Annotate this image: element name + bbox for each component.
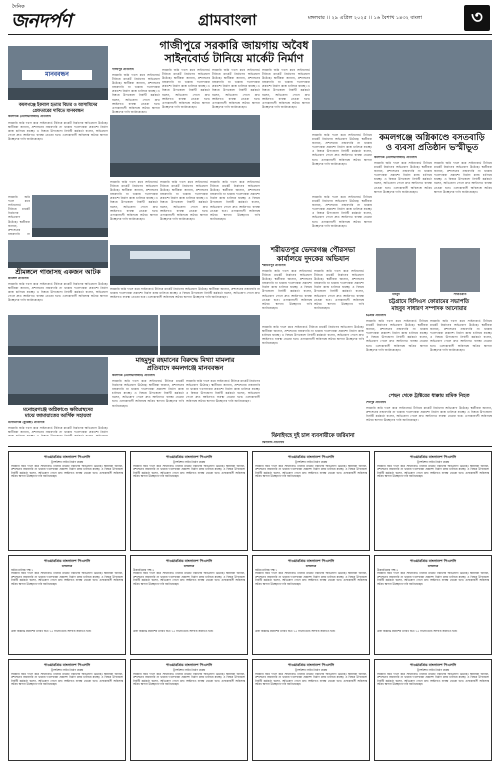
- notice-4-body: সরকারি জমি দখল করে সাইনবোর্ড টানিয়ে মার্কেট নির্মাণের অভিযোগ উঠেছে। স্থানীয়রা জানান, প্রশাসনের নজরদারি না থাকায় দখলদাররা প্রকাশ্যে নির্মাণ কাজ চালিয়ে যাচ্ছে। এ বিষয়ে উপজেলা নির্বাহী কর্মকর্তা বলেন, অভিযোগ পেলে দ্রুত আইনগত ব্যবস্থা নেওয়া হবে। এলাকাবাসী অবিলম্বে অবৈধ স্থাপনা উচ্ছেদের দাবি জানিয়েছেন।: [377, 464, 489, 478]
- notice-7-body: সরকারি জমি দখল করে সাইনবোর্ড টানিয়ে মার্কেট নির্মাণের অভিযোগ উঠেছে। স্থানীয়রা জানান, প্রশাসনের নজরদারি না থাকায় দখলদাররা প্রকাশ্যে নির্মাণ কাজ চালিয়ে যাচ্ছে। এ বিষয়ে উপজেলা নির্বাহী কর্মকর্তা বলেন, অভিযোগ পেলে দ্রুত আইনগত ব্যবস্থা নেওয়া হবে। এলাকাবাসী অবিলম্বে অবৈধ স্থাপনা উচ্ছেদের দাবি জানিয়েছেন।: [255, 572, 367, 586]
- candidate-right-name: সাখাওয়াত: [453, 293, 467, 296]
- notice-8: [374, 555, 492, 655]
- notice-9-subtitle: ট্রান্সমিশন লাইন নির্মাণ প্রকল্প: [51, 668, 83, 672]
- fire-side-body: সরকারি জমি দখল করে সাইনবোর্ড টানিয়ে মার্কেট নির্মাণের অভিযোগ উঠেছে। স্থানীয়রা জানান, প্রশাসনের নজরদারি না থাকায় দখলদাররা প্রকাশ্যে নির্মাণ কাজ চালিয়ে যাচ্ছে। এ বিষয়ে উপজেলা নির্বাহী কর্মকর্তা বলেন, অভিযোগ পেলে দ্রুত আইনগত ব্যবস্থা নেওয়া হবে। এলাকাবাসী অবিলম্বে অবৈধ স্থাপনা উচ্ছেদের দাবি জানিয়েছেন।: [312, 133, 372, 166]
- notice-2: [130, 451, 248, 551]
- mahmudur-photo-2: [160, 315, 260, 355]
- shariatpur-body-1: সরকারি জমি দখল করে সাইনবোর্ড টানিয়ে মার্কেট নির্মাণের অভিযোগ উঠেছে। স্থানীয়রা জানান, প্রশাসনের নজরদারি না থাকায় দখলদাররা প্রকাশ্যে নির্মাণ কাজ চালিয়ে যাচ্ছে। এ বিষয়ে উপজেলা নির্বাহী কর্মকর্তা বলেন, অভিযোগ পেলে দ্রুত আইনগত ব্যবস্থা নেওয়া হবে। এলাকাবাসী অবিলম্বে অবৈধ স্থাপনা উচ্ছেদের দাবি জানিয়েছেন।: [262, 269, 312, 310]
- shariatpur-body-3: সরকারি জমি দখল করে সাইনবোর্ড টানিয়ে মার্কেট নির্মাণের অভিযোগ উঠেছে। স্থানীয়রা জানান, প্রশাসনের নজরদারি না থাকায় দখলদাররা প্রকাশ্যে নির্মাণ কাজ চালিয়ে যাচ্ছে। এ বিষয়ে উপজেলা নির্বাহী কর্মকর্তা বলেন, অভিযোগ পেলে দ্রুত আইনগত ব্যবস্থা নেওয়া হবে। এলাকাবাসী অবিলম্বে অবৈধ স্থাপনা উচ্ছেদের দাবি জানিয়েছেন।: [262, 325, 364, 346]
- notice-7-party-a: জমির মালিক পক্ষ ১: [255, 567, 278, 572]
- newspaper-logo: জনদর্পণ: [11, 10, 72, 32]
- notice-1-body: সরকারি জমি দখল করে সাইনবোর্ড টানিয়ে মার্কেট নির্মাণের অভিযোগ উঠেছে। স্থানীয়রা জানান, প্রশাসনের নজরদারি না থাকায় দখলদাররা প্রকাশ্যে নির্মাণ কাজ চালিয়ে যাচ্ছে। এ বিষয়ে উপজেলা নির্বাহী কর্মকর্তা বলেন, অভিযোগ পেলে দ্রুত আইনগত ব্যবস্থা নেওয়া হবে। এলাকাবাসী অবিলম্বে অবৈধ স্থাপনা উচ্ছেদের দাবি জানিয়েছেন।: [11, 464, 123, 478]
- notice-5-footer: উক্ত বিজ্ঞপ্তি প্রকাশের তারিখ হতে ১৫ দিনের মধ্যে আপত্তি জানাতে হবে।: [11, 630, 92, 633]
- notice-12: [374, 659, 492, 761]
- notice-4: [374, 451, 492, 551]
- notice-6-body: সরকারি জমি দখল করে সাইনবোর্ড টানিয়ে মার্কেট নির্মাণের অভিযোগ উঠেছে। স্থানীয়রা জানান, প্রশাসনের নজরদারি না থাকায় দখলদাররা প্রকাশ্যে নির্মাণ কাজ চালিয়ে যাচ্ছে। এ বিষয়ে উপজেলা নির্বাহী কর্মকর্তা বলেন, অভিযোগ পেলে দ্রুত আইনগত ব্যবস্থা নেওয়া হবে। এলাকাবাসী অবিলম্বে অবৈধ স্থাপনা উচ্ছেদের দাবি জানিয়েছেন।: [133, 572, 245, 586]
- notice-6: [130, 555, 248, 655]
- fire-victims-headline: মনোহরগঞ্জে অগ্নিকাণ্ডে ক্ষতিগ্রস্থদের মাঝে জামায়াতের আর্থিক সহায়তা: [23, 407, 93, 420]
- lead-photo: [110, 115, 260, 177]
- sreemangal-body: সরকারি জমি দখল করে সাইনবোর্ড টানিয়ে মার্কেট নির্মাণের অভিযোগ উঠেছে। স্থানীয়রা জানান, প্রশাসনের নজরদারি না থাকায় দখলদাররা প্রকাশ্যে নির্মাণ কাজ চালিয়ে যাচ্ছে। এ বিষয়ে উপজেলা নির্বাহী কর্মকর্তা বলেন, অভিযোগ পেলে দ্রুত আইনগত ব্যবস্থা নেওয়া হবে। এলাকাবাসী অবিলম্বে অবৈধ স্থাপনা উচ্ছেদের দাবি জানিয়েছেন।: [8, 282, 108, 303]
- shariatpur-photo-banner: [130, 251, 190, 259]
- kamalganj-headline: কমলগঞ্জে ইকবাল হত্যার বিচার ও আসামিদের গ্রেফতারের দাবিতে মানববন্ধন: [18, 103, 98, 114]
- notice-2-title: পাওয়ারগ্রিড বাংলাদেশ পিএলসি: [165, 455, 213, 459]
- sreemangal-headline: শ্রীমঙ্গলে গাজাসহ একজন আটক: [15, 268, 101, 276]
- candidate-left-photo: [376, 248, 416, 292]
- fire-byline: কমলগঞ্জ (মৌলভীবাজার) প্রতিনিধি: [374, 156, 417, 159]
- notice-3-body: সরকারি জমি দখল করে সাইনবোর্ড টানিয়ে মার্কেট নির্মাণের অভিযোগ উঠেছে। স্থানীয়রা জানান, প্রশাসনের নজরদারি না থাকায় দখলদাররা প্রকাশ্যে নির্মাণ কাজ চালিয়ে যাচ্ছে। এ বিষয়ে উপজেলা নির্বাহী কর্মকর্তা বলেন, অভিযোগ পেলে দ্রুত আইনগত ব্যবস্থা নেওয়া হবে। এলাকাবাসী অবিলম্বে অবৈধ স্থাপনা উচ্ছেদের দাবি জানিয়েছেন।: [255, 464, 367, 478]
- sreemangal-byline: শ্রীমঙ্গল প্রতিনিধি: [8, 277, 29, 280]
- lead-body-1: সরকারি জমি দখল করে সাইনবোর্ড টানিয়ে মার্কেট নির্মাণের অভিযোগ উঠেছে। স্থানীয়রা জানান, প্রশাসনের নজরদারি না থাকায় দখলদাররা প্রকাশ্যে নির্মাণ কাজ চালিয়ে যাচ্ছে। এ বিষয়ে উপজেলা নির্বাহী কর্মকর্তা বলেন, অভিযোগ পেলে দ্রুত আইনগত ব্যবস্থা নেওয়া হবে। এলাকাবাসী অবিলম্বে অবৈধ স্থাপনা উচ্ছেদের দাবি জানিয়েছেন।: [112, 73, 160, 113]
- fire-headline: কমলগঞ্জে অগ্নিকাণ্ডে বসতবাড়ি ও ব্যবসা প্রতিষ্ঠান ভস্মীভূত: [379, 133, 485, 153]
- lead-body-2: সরকারি জমি দখল করে সাইনবোর্ড টানিয়ে মার্কেট নির্মাণের অভিযোগ উঠেছে। স্থানীয়রা জানান, প্রশাসনের নজরদারি না থাকায় দখলদাররা প্রকাশ্যে নির্মাণ কাজ চালিয়ে যাচ্ছে। এ বিষয়ে উপজেলা নির্বাহী কর্মকর্তা বলেন, অভিযোগ পেলে দ্রুত আইনগত ব্যবস্থা নেওয়া হবে। এলাকাবাসী অবিলম্বে অবৈধ স্থাপনা উচ্ছেদের দাবি জানিয়েছেন।: [162, 68, 210, 109]
- issue-date: মঙ্গলবার ।। ২৯ এপ্রিল ২০২৫ ।। ১৬ বৈশাখ ১৪৩২ বাংলা: [308, 15, 422, 21]
- notice-5-title: পাওয়ারগ্রিড বাংলাদেশ পিএলসি: [43, 559, 91, 563]
- shariatpur-byline: শরীয়তপুর প্রতিনিধি: [262, 264, 286, 267]
- notice-1-title: পাওয়ারগ্রিড বাংলাদেশ পিএলসি: [43, 455, 91, 459]
- fire-body-2: সরকারি জমি দখল করে সাইনবোর্ড টানিয়ে মার্কেট নির্মাণের অভিযোগ উঠেছে। স্থানীয়রা জানান, প্রশাসনের নজরদারি না থাকায় দখলদাররা প্রকাশ্যে নির্মাণ কাজ চালিয়ে যাচ্ছে। এ বিষয়ে উপজেলা নির্বাহী কর্মকর্তা বলেন, অভিযোগ পেলে দ্রুত আইনগত ব্যবস্থা নেওয়া হবে। এলাকাবাসী অবিলম্বে অবৈধ স্থাপনা উচ্ছেদের দাবি জানিয়েছেন।: [434, 161, 492, 194]
- mahmudur-headline: মাহমুদুর রহমানের বিরুদ্ধে মিথ্যা মামলার প্রতিবাদে কমলগঞ্জে মানববন্ধন: [135, 357, 235, 372]
- notice-8-body: সরকারি জমি দখল করে সাইনবোর্ড টানিয়ে মার্কেট নির্মাণের অভিযোগ উঠেছে। স্থানীয়রা জানান, প্রশাসনের নজরদারি না থাকায় দখলদাররা প্রকাশ্যে নির্মাণ কাজ চালিয়ে যাচ্ছে। এ বিষয়ে উপজেলা নির্বাহী কর্মকর্তা বলেন, অভিযোগ পেলে দ্রুত আইনগত ব্যবস্থা নেওয়া হবে। এলাকাবাসী অবিলম্বে অবৈধ স্থাপনা উচ্ছেদের দাবি জানিয়েছেন।: [377, 572, 489, 586]
- lead-body-5: সরকারি জমি দখল করে সাইনবোর্ড টানিয়ে মার্কেট নির্মাণের অভিযোগ উঠেছে। স্থানীয়রা জানান, প্রশাসনের নজরদারি না থাকায় দখলদাররা প্রকাশ্যে নির্মাণ কাজ চালিয়ে যাচ্ছে। এ বিষয়ে উপজেলা নির্বাহী কর্মকর্তা বলেন, অভিযোগ পেলে দ্রুত আইনগত ব্যবস্থা নেওয়া হবে। এলাকাবাসী অবিলম্বে অবৈধ স্থাপনা উচ্ছেদের দাবি জানিয়েছেন।: [160, 180, 208, 221]
- notice-6-heading: হলফনামা: [183, 564, 195, 568]
- notice-2-subtitle: ট্রান্সমিশন লাইন নির্মাণ প্রকল্প: [173, 460, 205, 464]
- notice-3: [252, 451, 370, 551]
- kamalganj-byline: কমলগঞ্জ (মৌলভীবাজার) প্রতিনিধি: [8, 115, 51, 118]
- notice-4-subtitle: ট্রান্সমিশন লাইন নির্মাণ প্রকল্প: [417, 460, 449, 464]
- fire-victims-photo: [8, 357, 108, 405]
- notice-10-title: পাওয়ারগ্রিড বাংলাদেশ পিএলসি: [165, 663, 213, 667]
- sherpur-byline: শেরপুর প্রতিনিধি: [366, 401, 386, 404]
- notice-11-title: পাওয়ারগ্রিড বাংলাদেশ পিএলসি: [287, 663, 335, 667]
- notice-1: [8, 451, 126, 551]
- lead-headline: গাজীপুরে সরকারি জায়গায় অবৈধ সাইনবোর্ড টানিয়ে মার্কেট নির্মাণ: [159, 39, 309, 65]
- notice-7-title: পাওয়ারগ্রিড বাংলাদেশ পিএলসি: [287, 559, 335, 563]
- notice-7: [252, 555, 370, 655]
- shariatpur-body-2: সরকারি জমি দখল করে সাইনবোর্ড টানিয়ে মার্কেট নির্মাণের অভিযোগ উঠেছে। স্থানীয়রা জানান, প্রশাসনের নজরদারি না থাকায় দখলদাররা প্রকাশ্যে নির্মাণ কাজ চালিয়ে যাচ্ছে। এ বিষয়ে উপজেলা নির্বাহী কর্মকর্তা বলেন, অভিযোগ পেলে দ্রুত আইনগত ব্যবস্থা নেওয়া হবে। এলাকাবাসী অবিলম্বে অবৈধ স্থাপনা উচ্ছেদের দাবি জানিয়েছেন।: [314, 269, 364, 310]
- notice-10: [130, 659, 248, 761]
- notice-7-heading: হলফনামা: [305, 564, 317, 568]
- mahmudur-body-2: সরকারি জমি দখল করে সাইনবোর্ড টানিয়ে মার্কেট নির্মাণের অভিযোগ উঠেছে। স্থানীয়রা জানান, প্রশাসনের নজরদারি না থাকায় দখলদাররা প্রকাশ্যে নির্মাণ কাজ চালিয়ে যাচ্ছে। এ বিষয়ে উপজেলা নির্বাহী কর্মকর্তা বলেন, অভিযোগ পেলে দ্রুত আইনগত ব্যবস্থা নেওয়া হবে। এলাকাবাসী অবিলম্বে অবৈধ স্থাপনা উচ্ছেদের দাবি জানিয়েছেন।: [186, 379, 260, 404]
- fire-photo: [312, 40, 492, 130]
- jhenaidah-byline: ঝিনাইদহ প্রতিনিধি: [262, 441, 285, 444]
- sreemangal-photo: [8, 240, 108, 268]
- masthead: [8, 4, 492, 35]
- lead-body-6: সরকারি জমি দখল করে সাইনবোর্ড টানিয়ে মার্কেট নির্মাণের অভিযোগ উঠেছে। স্থানীয়রা জানান, প্রশাসনের নজরদারি না থাকায় দখলদাররা প্রকাশ্যে নির্মাণ কাজ চালিয়ে যাচ্ছে। এ বিষয়ে উপজেলা নির্বাহী কর্মকর্তা বলেন, অভিযোগ পেলে দ্রুত আইনগত ব্যবস্থা নেওয়া হবে। এলাকাবাসী অবিলম্বে অবৈধ স্থাপনা উচ্ছেদের দাবি জানিয়েছেন।: [210, 180, 260, 221]
- notice-8-footer: উক্ত বিজ্ঞপ্তি প্রকাশের তারিখ হতে ১৫ দিনের মধ্যে আপত্তি জানাতে হবে।: [377, 630, 458, 633]
- fire-victims-body: সরকারি জমি দখল করে সাইনবোর্ড টানিয়ে মার্কেট নির্মাণের অভিযোগ উঠেছে। স্থানীয়রা জানান, প্রশাসনের নজরদারি না থাকায় দখলদাররা প্রকাশ্যে নির্মাণ: [8, 426, 108, 435]
- kamalganj-body: সরকারি জমি দখল করে সাইনবোর্ড টানিয়ে মার্কেট নির্মাণের অভিযোগ উঠেছে। স্থানীয়রা জানান, প্রশাসনের নজরদারি না থাকায় দখলদাররা প্রকাশ্যে নির্মাণ কাজ চালিয়ে যাচ্ছে। এ বিষয়ে উপজেলা নির্বাহী কর্মকর্তা বলেন, অভিযোগ পেলে দ্রুত আইনগত ব্যবস্থা নেওয়া হবে। এলাকাবাসী অবিলম্বে অবৈধ স্থাপনা উচ্ছেদের দাবি জানিয়েছেন।: [8, 121, 108, 142]
- notice-5-party-a: জমির মালিক পক্ষ ১: [11, 567, 34, 572]
- notice-12-body: সরকারি জমি দখল করে সাইনবোর্ড টানিয়ে মার্কেট নির্মাণের অভিযোগ উঠেছে। স্থানীয়রা জানান, প্রশাসনের নজরদারি না থাকায় দখলদাররা প্রকাশ্যে নির্মাণ কাজ চালিয়ে যাচ্ছে। এ বিষয়ে উপজেলা নির্বাহী কর্মকর্তা বলেন, অভিযোগ পেলে দ্রুত আইনগত ব্যবস্থা নেওয়া হবে। এলাকাবাসী অবিলম্বে অবৈধ স্থাপনা উচ্ছেদের দাবি জানিয়েছেন।: [377, 672, 489, 686]
- notice-2-body: সরকারি জমি দখল করে সাইনবোর্ড টানিয়ে মার্কেট নির্মাণের অভিযোগ উঠেছে। স্থানীয়রা জানান, প্রশাসনের নজরদারি না থাকায় দখলদাররা প্রকাশ্যে নির্মাণ কাজ চালিয়ে যাচ্ছে। এ বিষয়ে উপজেলা নির্বাহী কর্মকর্তা বলেন, অভিযোগ পেলে দ্রুত আইনগত ব্যবস্থা নেওয়া হবে। এলাকাবাসী অবিলম্বে অবৈধ স্থাপনা উচ্ছেদের দাবি জানিয়েছেন।: [133, 464, 245, 478]
- mahmudur-body-1: সরকারি জমি দখল করে সাইনবোর্ড টানিয়ে মার্কেট নির্মাণের অভিযোগ উঠেছে। স্থানীয়রা জানান, প্রশাসনের নজরদারি না থাকায় দখলদাররা প্রকাশ্যে নির্মাণ কাজ চালিয়ে যাচ্ছে। এ বিষয়ে উপজেলা নির্বাহী কর্মকর্তা বলেন, অভিযোগ পেলে দ্রুত আইনগত ব্যবস্থা নেওয়া হবে। এলাকাবাসী অবিলম্বে অবৈধ স্থাপনা উচ্ছেদের দাবি জানিয়েছেন।: [112, 379, 184, 408]
- notice-3-subtitle: ট্রান্সমিশন লাইন নির্মাণ প্রকল্প: [295, 460, 327, 464]
- notice-6-title: পাওয়ারগ্রিড বাংলাদেশ পিএলসি: [165, 559, 213, 563]
- shariatpur-headline: শরীয়তপুর ভেদরগঞ্জ পৌরসভা কার্যালয়ে দুদকের অভিযান: [270, 245, 356, 263]
- mahmudur-photo: [8, 315, 158, 355]
- lead-body-7: সরকারি জমি দখল করে সাইনবোর্ড টানিয়ে মার্কেট নির্মাণের অভিযোগ উঠেছে। স্থানীয়রা জানান, প্রশাসনের নজরদারি না থাকায় দখলদাররা প্রকাশ্যে নির্মাণ কাজ চালিয়ে যাচ্ছে। এ বিষয়ে উপজেলা নির্বাহী কর্মকর্তা বলেন, অভিযোগ পেলে দ্রুত আইনগত ব্যবস্থা নেওয়া হবে। এলাকাবাসী অবিলম্বে অবৈধ স্থাপনা উচ্ছেদের দাবি জানিয়েছেন।: [262, 68, 310, 109]
- jhenaidah-headline: ঝিনাইদহে দুই চাল ব্যবসায়ীকে জরিমানা: [271, 433, 355, 439]
- notice-12-title: পাওয়ারগ্রিড বাংলাদেশ পিএলসি: [409, 663, 457, 667]
- lead-body-4: সরকারি জমি দখল করে সাইনবোর্ড টানিয়ে মার্কেট নির্মাণের অভিযোগ উঠেছে। স্থানীয়রা জানান, প্রশাসনের নজরদারি না থাকায় দখলদাররা প্রকাশ্যে নির্মাণ কাজ চালিয়ে যাচ্ছে। এ বিষয়ে উপজেলা নির্বাহী কর্মকর্তা বলেন, অভিযোগ পেলে দ্রুত আইনগত ব্যবস্থা নেওয়া হবে। এলাকাবাসী অবিলম্বে অবৈধ স্থাপনা উচ্ছেদের দাবি জানিয়েছেন।: [110, 180, 158, 221]
- candidate-left-name: মাহবুব: [392, 293, 400, 296]
- notice-9: [8, 659, 126, 761]
- lead-byline: গাজীপুর প্রতিনিধি: [112, 68, 134, 71]
- section-title: গ্রামবাংলা: [198, 11, 257, 29]
- lead-body-3: সরকারি জমি দখল করে সাইনবোর্ড টানিয়ে মার্কেট নির্মাণের অভিযোগ উঠেছে। স্থানীয়রা জানান, প্রশাসনের নজরদারি না থাকায় দখলদাররা প্রকাশ্যে নির্মাণ কাজ চালিয়ে যাচ্ছে। এ বিষয়ে উপজেলা নির্বাহী কর্মকর্তা বলেন, অভিযোগ পেলে দ্রুত আইনগত ব্যবস্থা নেওয়া হবে। এলাকাবাসী অবিলম্বে অবৈধ স্থাপনা উচ্ছেদের দাবি জানিয়েছেন।: [212, 68, 260, 109]
- notice-6-footer: উক্ত বিজ্ঞপ্তি প্রকাশের তারিখ হতে ১৫ দিনের মধ্যে আপত্তি জানাতে হবে।: [133, 630, 214, 633]
- fire-body-3: সরকারি জমি দখল করে সাইনবোর্ড টানিয়ে মার্কেট নির্মাণের অভিযোগ উঠেছে। স্থানীয়রা জানান, প্রশাসনের নজরদারি না থাকায় দখলদাররা প্রকাশ্যে নির্মাণ কাজ চালিয়ে যাচ্ছে। এ বিষয়ে উপজেলা নির্বাহী কর্মকর্তা বলেন, অভিযোগ পেলে দ্রুত আইনগত ব্যবস্থা নেওয়া হবে। এলাকাবাসী অবিলম্বে অবৈধ স্থাপনা উচ্ছেদের দাবি জানিয়েছেন।: [312, 195, 372, 228]
- fire-body-1: সরকারি জমি দখল করে সাইনবোর্ড টানিয়ে মার্কেট নির্মাণের অভিযোগ উঠেছে। স্থানীয়রা জানান, প্রশাসনের নজরদারি না থাকায় দখলদাররা প্রকাশ্যে নির্মাণ কাজ চালিয়ে যাচ্ছে। এ বিষয়ে উপজেলা নির্বাহী কর্মকর্তা বলেন, অভিযোগ পেলে দ্রুত আইনগত ব্যবস্থা নেওয়া হবে। এলাকাবাসী অবিলম্বে অবৈধ স্থাপনা উচ্ছেদের দাবি জানিয়েছেন।: [374, 161, 432, 194]
- shariatpur-photo: [110, 245, 260, 285]
- notice-10-subtitle: ট্রান্সমিশন লাইন নির্মাণ প্রকল্প: [173, 668, 205, 672]
- page-number: ৩: [464, 5, 490, 31]
- sherpur-headline: পেছন থেকে ট্রাক্টরের ধাক্কায় শ্রমিক নিহত: [388, 393, 470, 399]
- notice-12-subtitle: ট্রান্সমিশন লাইন নির্মাণ প্রকল্প: [417, 668, 449, 672]
- kamalganj-photo-2: [32, 195, 108, 237]
- notice-9-body: সরকারি জমি দখল করে সাইনবোর্ড টানিয়ে মার্কেট নির্মাণের অভিযোগ উঠেছে। স্থানীয়রা জানান, প্রশাসনের নজরদারি না থাকায় দখলদাররা প্রকাশ্যে নির্মাণ কাজ চালিয়ে যাচ্ছে। এ বিষয়ে উপজেলা নির্বাহী কর্মকর্তা বলেন, অভিযোগ পেলে দ্রুত আইনগত ব্যবস্থা নেওয়া হবে। এলাকাবাসী অবিলম্বে অবৈধ স্থাপনা উচ্ছেদের দাবি জানিয়েছেন।: [11, 672, 123, 686]
- notice-8-party-b: উত্তরাধিকার পক্ষ ২: [377, 567, 398, 572]
- notice-11-body: সরকারি জমি দখল করে সাইনবোর্ড টানিয়ে মার্কেট নির্মাণের অভিযোগ উঠেছে। স্থানীয়রা জানান, প্রশাসনের নজরদারি না থাকায় দখলদাররা প্রকাশ্যে নির্মাণ কাজ চালিয়ে যাচ্ছে। এ বিষয়ে উপজেলা নির্বাহী কর্মকর্তা বলেন, অভিযোগ পেলে দ্রুত আইনগত ব্যবস্থা নেওয়া হবে। এলাকাবাসী অবিলম্বে অবৈধ স্থাপনা উচ্ছেদের দাবি জানিয়েছেন।: [255, 672, 367, 686]
- candidates-body-1: সরকারি জমি দখল করে সাইনবোর্ড টানিয়ে মার্কেট নির্মাণের অভিযোগ উঠেছে। স্থানীয়রা জানান, প্রশাসনের নজরদারি না থাকায় দখলদাররা প্রকাশ্যে নির্মাণ কাজ চালিয়ে যাচ্ছে। এ বিষয়ে উপজেলা নির্বাহী কর্মকর্তা বলেন, অভিযোগ পেলে দ্রুত আইনগত ব্যবস্থা নেওয়া হবে। এলাকাবাসী অবিলম্বে অবৈধ স্থাপনা উচ্ছেদের দাবি জানিয়েছেন।: [366, 319, 428, 352]
- notice-5: [8, 555, 126, 655]
- mahmudur-byline: কমলগঞ্জ (মৌলভীবাজার) প্রতিনিধি: [112, 374, 155, 377]
- masthead-tag: দৈনিক: [12, 4, 25, 10]
- sherpur-body: সরকারি জমি দখল করে সাইনবোর্ড টানিয়ে মার্কেট নির্মাণের অভিযোগ উঠেছে। স্থানীয়রা জানান, প্রশাসনের নজরদারি না থাকায় দখলদাররা প্রকাশ্যে নির্মাণ কাজ চালিয়ে যাচ্ছে। এ বিষয়ে উপজেলা নির্বাহী কর্মকর্তা বলেন, অভিযোগ পেলে দ্রুত আইনগত ব্যবস্থা নেওয়া হবে। এলাকাবাসী অবিলম্বে অবৈধ স্থাপনা উচ্ছেদের দাবি জানিয়েছেন।: [366, 406, 492, 423]
- candidate-right-photo: [440, 248, 480, 292]
- notices-section: [8, 446, 492, 765]
- human-chain-banner: মানববন্ধন: [22, 70, 92, 80]
- notice-3-title: পাওয়ারগ্রিড বাংলাদেশ পিএলসি: [287, 455, 335, 459]
- notice-5-body: সরকারি জমি দখল করে সাইনবোর্ড টানিয়ে মার্কেট নির্মাণের অভিযোগ উঠেছে। স্থানীয়রা জানান, প্রশাসনের নজরদারি না থাকায় দখলদাররা প্রকাশ্যে নির্মাণ কাজ চালিয়ে যাচ্ছে। এ বিষয়ে উপজেলা নির্বাহী কর্মকর্তা বলেন, অভিযোগ পেলে দ্রুত আইনগত ব্যবস্থা নেওয়া হবে। এলাকাবাসী অবিলম্বে অবৈধ স্থাপনা উচ্ছেদের দাবি জানিয়েছেন।: [11, 572, 123, 586]
- notice-4-title: পাওয়ারগ্রিড বাংলাদেশ পিএলসি: [409, 455, 457, 459]
- notice-11: [252, 659, 370, 761]
- notice-6-party-b: উত্তরাধিকার পক্ষ ২: [133, 567, 154, 572]
- shariatpur-col-body: সরকারি জমি দখল করে সাইনবোর্ড টানিয়ে মার্কেট নির্মাণের অভিযোগ উঠেছে। স্থানীয়রা জানান, প্রশাসনের নজরদারি না থাকায় দখলদাররা প্রকাশ্যে নির্মাণ কাজ চালিয়ে যাচ্ছে। এ বিষয়ে উপজেলা নির্বাহী কর্মকর্তা বলেন, অভিযোগ পেলে দ্রুত আইনগত ব্যবস্থা নেওয়া হবে। এলাকাবাসী অবিলম্বে অবৈধ স্থাপনা উচ্ছেদের দাবি জানিয়েছেন।: [110, 287, 260, 300]
- human-chain-photo: [8, 46, 108, 100]
- candidates-headline: চট্টগ্রামে বিসিএস ফোরামের সভাপতি মাহবুব সাধারণ সম্পাদক আনোয়ার: [388, 299, 470, 312]
- notice-10-body: সরকারি জমি দখল করে সাইনবোর্ড টানিয়ে মার্কেট নির্মাণের অভিযোগ উঠেছে। স্থানীয়রা জানান, প্রশাসনের নজরদারি না থাকায় দখলদাররা প্রকাশ্যে নির্মাণ কাজ চালিয়ে যাচ্ছে। এ বিষয়ে উপজেলা নির্বাহী কর্মকর্তা বলেন, অভিযোগ পেলে দ্রুত আইনগত ব্যবস্থা নেওয়া হবে। এলাকাবাসী অবিলম্বে অবৈধ স্থাপনা উচ্ছেদের দাবি জানিয়েছেন।: [133, 672, 245, 686]
- candidates-byline: চট্টগ্রাম প্রতিনিধি: [366, 314, 386, 317]
- notice-9-title: পাওয়ারগ্রিড বাংলাদেশ পিএলসি: [43, 663, 91, 667]
- notice-11-subtitle: ট্রান্সমিশন লাইন নির্মাণ প্রকল্প: [295, 668, 327, 672]
- notice-1-subtitle: ট্রান্সমিশন লাইন নির্মাণ প্রকল্প: [51, 460, 83, 464]
- notice-8-heading: হলফনামা: [427, 564, 439, 568]
- fire-victims-byline: মনোহরগঞ্জ (কুমিল্লা) প্রতিনিধি: [8, 421, 45, 424]
- notice-7-footer: উক্ত বিজ্ঞপ্তি প্রকাশের তারিখ হতে ১৫ দিনের মধ্যে আপত্তি জানাতে হবে।: [255, 630, 336, 633]
- notice-5-heading: হলফনামা: [61, 564, 73, 568]
- kamalganj-body-2: সরকারি জমি দখল করে সাইনবোর্ড টানিয়ে মার্কেট নির্মাণের অভিযোগ উঠেছে। স্থানীয়রা জানান, প্রশাসনের নজরদারি না: [8, 195, 30, 236]
- candidates-body-2: সরকারি জমি দখল করে সাইনবোর্ড টানিয়ে মার্কেট নির্মাণের অভিযোগ উঠেছে। স্থানীয়রা জানান, প্রশাসনের নজরদারি না থাকায় দখলদাররা প্রকাশ্যে নির্মাণ কাজ চালিয়ে যাচ্ছে। এ বিষয়ে উপজেলা নির্বাহী কর্মকর্তা বলেন, অভিযোগ পেলে দ্রুত আইনগত ব্যবস্থা নেওয়া হবে। এলাকাবাসী অবিলম্বে অবৈধ স্থাপনা উচ্ছেদের দাবি জানিয়েছেন।: [430, 319, 492, 352]
- notice-8-title: পাওয়ারগ্রিড বাংলাদেশ পিএলসি: [409, 559, 457, 563]
